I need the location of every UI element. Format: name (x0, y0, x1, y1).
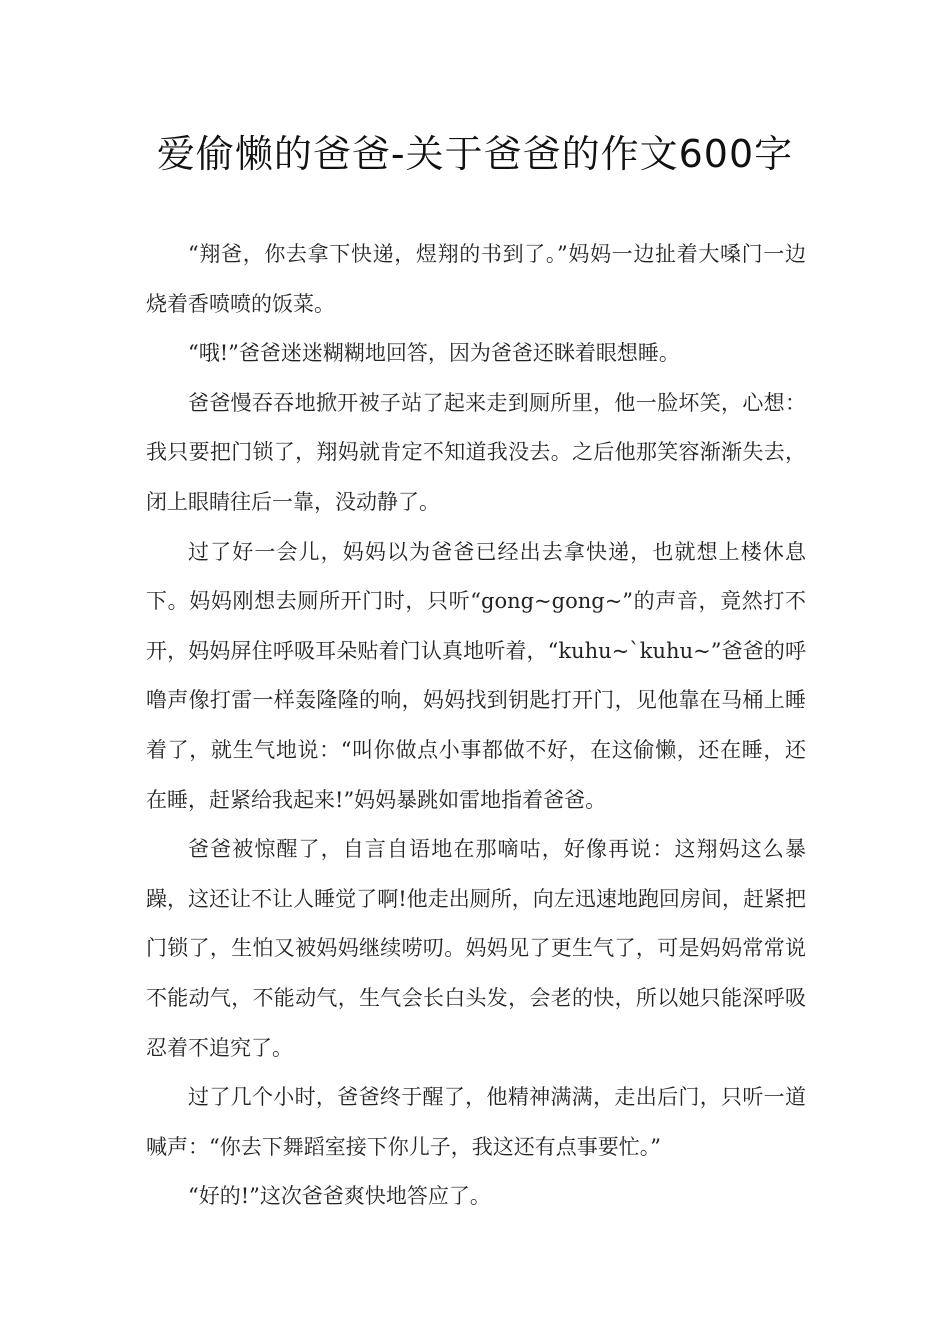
paragraph: “哦!”爸爸迷迷糊糊地回答，因为爸爸还眯着眼想睡。 (188, 341, 680, 366)
paragraph: “翔爸，你去拿下快递，煜翔的书到了。”妈妈一边扯着大嗓门一边烧着香喷喷的饭菜。 (146, 242, 806, 316)
paragraph: 爸爸被惊醒了，自言自语地在那嘀咕，好像再说：这翔妈这么暴躁，这还让不让人睡觉了啊!他走出厕所，向左迅速地跑回房间，赶紧把门锁了，生怕又被妈妈继续唠叨。妈妈见了更生气了，可是妈妈常常说不能动气，不能动气，生气会长白头发，会老的快，所以她只能深呼吸忍着不追究了。 (146, 837, 806, 1060)
document-title: 爱偷懒的爸爸-关于爸爸的作文600字 (156, 132, 794, 176)
paragraph: “好的!”这次爸爸爽快地答应了。 (188, 1184, 491, 1209)
paragraph: 过了好一会儿，妈妈以为爸爸已经出去拿快递，也就想上楼休息下。妈妈刚想去厕所开门时，只听“gong~gong~”的声音，竟然打不开，妈妈屏住呼吸耳朵贴着门认真地听着，“kuhu~`kuhu~”爸爸的呼噜声像打雷一样轰隆隆的响，妈妈找到钥匙打开门，见他靠在马桶上睡着了，就生气地说：“叫你做点小事都做不好，在这偷懒，还在睡，还在睡，赶紧给我起来!”妈妈暴跳如雷地指着爸爸。 (146, 539, 806, 812)
document-body (146, 230, 806, 1222)
paragraph: 爸爸慢吞吞地掀开被子站了起来走到厕所里，他一脸坏笑，心想：我只要把门锁了，翔妈就肯定不知道我没去。之后他那笑容渐渐失去，闭上眼睛往后一靠，没动静了。 (146, 390, 806, 514)
paragraph: 过了几个小时，爸爸终于醒了，他精神满满，走出后门，只听一道喊声：“你去下舞蹈室接下你儿子，我这还有点事要忙。” (146, 1085, 806, 1159)
